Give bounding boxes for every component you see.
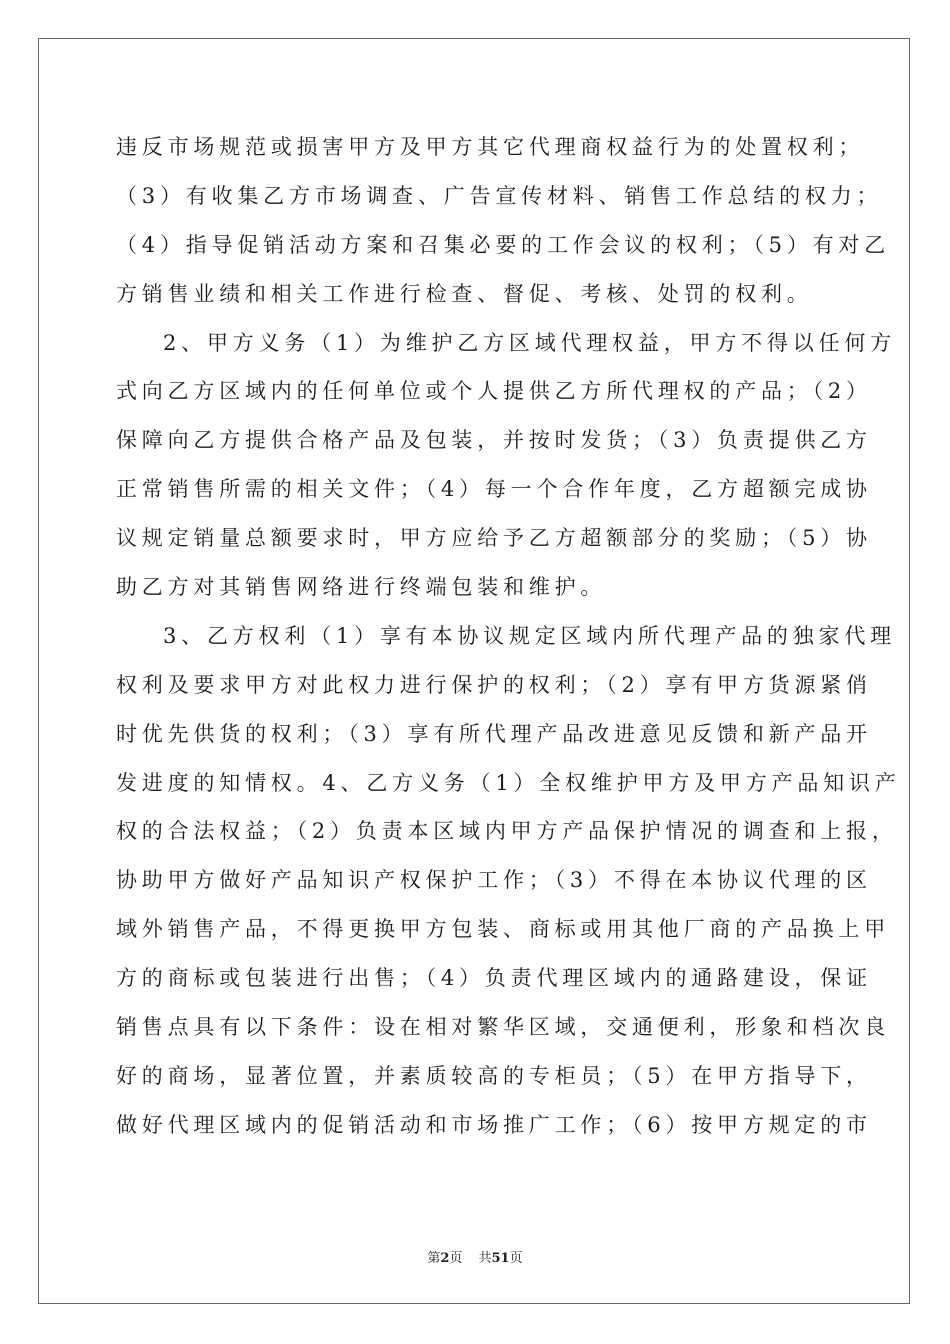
body-line: 好的商场，显著位置，并素质较高的专柜员；（5）在甲方指导下， xyxy=(116,1063,872,1088)
body-line: 方销售业绩和相关工作进行检查、督促、考核、处罚的权利。 xyxy=(116,281,813,306)
body-line: 协助甲方做好产品知识产权保护工作；（3）不得在本协议代理的区 xyxy=(116,868,872,893)
body-line: 权的合法权益；（2）负责本区域内甲方产品保护情况的调查和上报， xyxy=(116,819,898,844)
body-line: 域外销售产品，不得更换甲方包装、商标或用其他厂商的产品换上甲 xyxy=(116,917,890,942)
page-footer xyxy=(0,1247,950,1266)
body-line: 式向乙方区域内的任何单位或个人提供乙方所代理权的产品；（2） xyxy=(116,379,872,404)
body-line: 正常销售所需的相关文件；（4）每一个合作年度，乙方超额完成协 xyxy=(116,477,872,502)
document-body xyxy=(116,123,901,1150)
page-total: 51 xyxy=(491,1251,510,1266)
body-line: 发进度的知情权。4、乙方义务（1）全权维护甲方及甲方产品知识产 xyxy=(116,770,901,795)
page-suffix: 页 xyxy=(449,1251,463,1266)
body-line: 销售点具有以下条件：设在相对繁华区域，交通便利，形象和档次良 xyxy=(116,1015,890,1040)
body-line: 议规定销量总额要求时，甲方应给予乙方超额部分的奖励；（5）协 xyxy=(116,526,872,551)
page-current: 2 xyxy=(440,1251,450,1266)
body-line: 时优先供货的权利；（3）享有所代理产品改进意见反馈和新产品开 xyxy=(116,721,872,746)
total-suffix: 页 xyxy=(509,1251,523,1266)
body-line: 违反市场规范或损害甲方及甲方其它代理商权益行为的处置权利； xyxy=(116,135,865,159)
body-line: 权利及要求甲方对此权力进行保护的权利；（2）享有甲方货源紧俏 xyxy=(116,672,872,697)
body-line: 2、甲方义务（1）为维护乙方区域代理权益，甲方不得以任何方 xyxy=(163,330,896,355)
body-line: 助乙方对其销售网络进行终端包装和维护。 xyxy=(116,575,607,600)
body-line: 做好代理区域内的促销活动和市场推广工作；（6）按甲方规定的市 xyxy=(116,1112,872,1137)
body-line: （4）指导促销活动方案和召集必要的工作会议的权利；（5）有对乙 xyxy=(116,232,891,257)
body-line: 方的商标或包装进行出售；（4）负责代理区域内的通路建设，保证 xyxy=(116,966,872,991)
body-line: 3、乙方权利（1）享有本协议规定区域内所代理产品的独家代理 xyxy=(163,623,896,648)
body-line: （3）有收集乙方市场调查、广告宣传材料、销售工作总结的权力； xyxy=(116,183,883,208)
page-prefix: 第 xyxy=(427,1251,441,1266)
total-prefix: 共 xyxy=(478,1251,492,1266)
body-line: 保障向乙方提供合格产品及包装，并按时发货；（3）负责提供乙方 xyxy=(116,428,872,453)
